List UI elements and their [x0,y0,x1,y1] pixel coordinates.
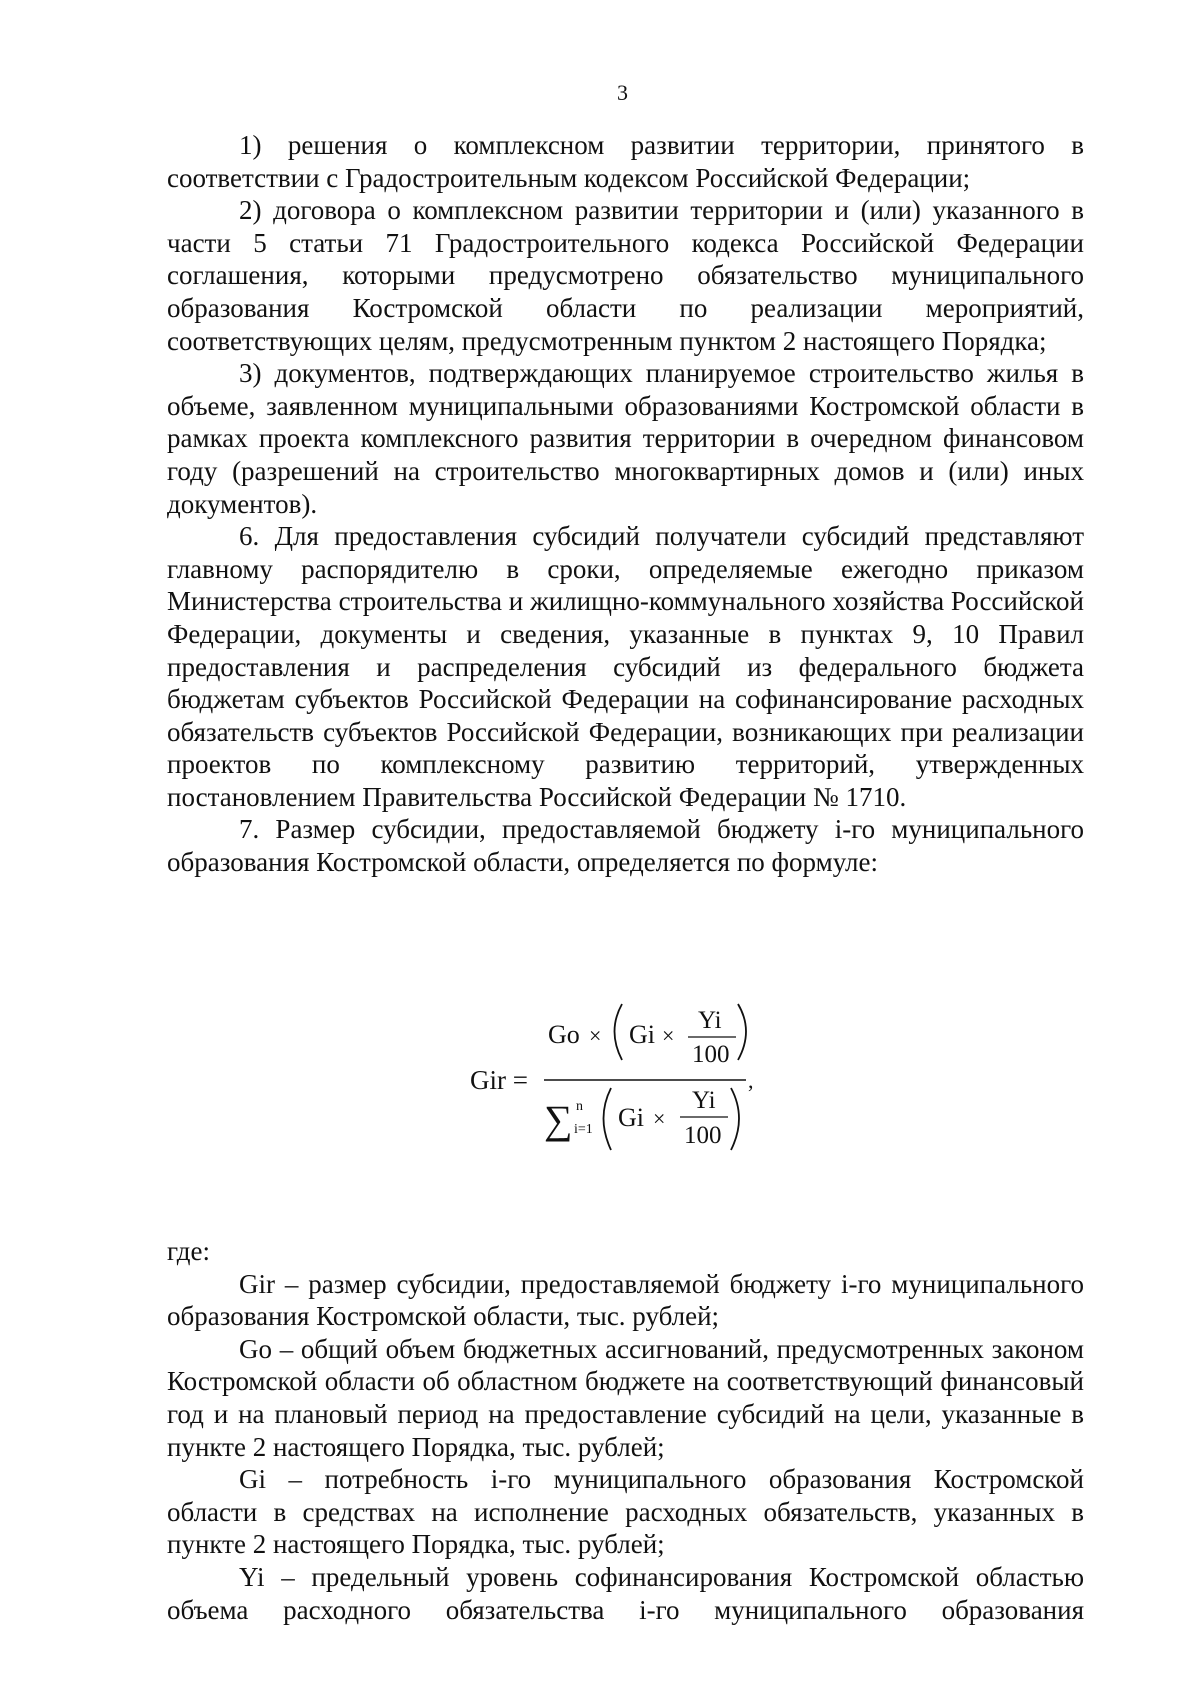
formula-times-3: × [653,1106,666,1131]
den-paren-right [731,1088,739,1150]
subsidy-formula [470,1000,800,1170]
den-paren-left [604,1088,612,1150]
formula-times-2: × [662,1023,675,1048]
formula-yi-num: Yi [698,1007,722,1034]
body-text-top [167,129,1084,879]
formula-trailing-comma: , [748,1068,754,1093]
list-item-1: 1) решения о комплексном развитии территории, принятого в соответствии с Градостроительным кодексом Российской Федерации; [167,130,1084,193]
formula-gi-den: Gi [618,1103,644,1132]
definition-yi: Yi – предельный уровень софинансирования Костромской областью объема расходного обязательства i-го муниципального образования [167,1561,1084,1625]
formula-go: Go [548,1020,580,1049]
formula-yi-den: Yi [692,1087,716,1114]
sigma-upper: n [576,1099,583,1114]
point-6: 6. Для предоставления субсидий получатели субсидий представляют главному распорядителю в сроки, определяемые ежегодно приказом Министерства строительства и жилищно-коммунального хозяйства Российской Федерации, документы и сведения, указанные в пунктах 9, 10 Правил предоставления и распределения субсидий из федерального бюджета бюджетам субъектов Российской Федерации на софинансирование расходных обязательств субъектов Российской Федерации, возникающих при реализации проектов по комплексному развитию территорий, утвержденных постановлением Правительства Российской Федерации № 1710. [167,521,1084,812]
definition-gir: Gir – размер субсидии, предоставляемой бюджету i-го муниципального образования Костромской области, тыс. рублей; [167,1268,1084,1332]
definition-gi: Gi – потребность i-го муниципального образования Костромской области в средствах на исполнение расходных обязательств, указанных в пункте 2 настоящего Порядка, тыс. рублей; [167,1464,1084,1560]
list-item-2: 2) договора о комплексном развитии территории и (или) указанного в части 5 статьи 71 Градостроительного кодекса Российской Федерации соглашения, которыми предусмотрено обязательство муниципального образования Костромской области по реализации мероприятий, соответствующих целям, предусмотренным пунктом 2 настоящего Порядка; [167,195,1084,356]
definition-go: Go – общий объем бюджетных ассигнований, предусмотренных законом Костромской области об областном бюджете на соответствующий финансовый год и на плановый период на предоставление субсидий на цели, указанные в пункте 2 настоящего Порядка, тыс. рублей; [167,1333,1084,1462]
formula-times-1: × [589,1023,602,1048]
num-paren-left [615,1004,623,1060]
page-number: 3 [617,80,628,105]
body-text-bottom [167,1235,1084,1626]
formula-lhs: Gir = [470,1065,528,1095]
sigma-lower: i=1 [574,1122,593,1137]
point-7: 7. Размер субсидии, предоставляемой бюджету i-го муниципального образования Костромской области, определяется по формуле: [167,814,1084,878]
formula-gi-num: Gi [629,1020,655,1049]
num-paren-right [738,1004,746,1060]
sigma-symbol: ∑ [544,1097,573,1142]
formula-100-num: 100 [692,1041,730,1068]
where-label: где: [167,1236,210,1266]
list-item-3: 3) документов, подтверждающих планируемое строительство жилья в объеме, заявленном муниципальными образованиями Костромской области в рамках проекта комплексного развития территории в очередном финансовом году (разрешений на строительство многоквартирных домов и (или) иных документов). [167,358,1084,519]
formula-100-den: 100 [684,1122,722,1149]
